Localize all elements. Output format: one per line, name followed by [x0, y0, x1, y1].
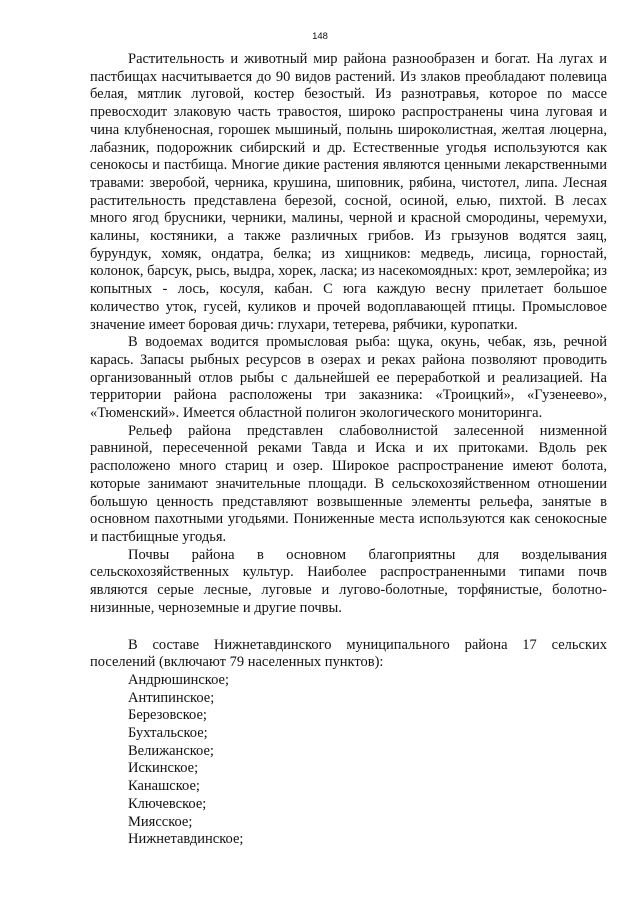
list-item: Миясское; — [128, 813, 193, 830]
list-item: Березовское; — [128, 707, 207, 724]
list-item: Нижнетавдинское; — [128, 831, 244, 848]
list-item: Ключевское; — [128, 795, 207, 812]
list-item: Бухтальское; — [128, 725, 208, 742]
paragraph-relief: Рельеф района представлен слабоволнистой залесенной низменной равниной, пересеченной реками Тавда и Иска и их притоками. Вдоль рек расположено много стариц и озер. Широкое распространение имеют болота, которые занимают значительные площади. В сельскохозяйственном отношении большую ценность представляют возвышенные элементы рельефа, занятые в основном пахотными угодьями. Пониженные места используются как сенокосные и пастбищные угодья. — [90, 422, 607, 545]
list-item: Антипинское; — [128, 689, 215, 706]
list-item: Андрюшинское; — [128, 671, 230, 688]
paragraph-flora-fauna: Растительность и животный мир района разнообразен и богат. На лугах и пастбищах насчитывается до 90 видов растений. Из злаков преобладают полевица белая, мятлик луговой, костер безостый. Из разнотравья, которое по массе превосходит злаковую часть травостоя, широко распространены чина луговая и чина клубненосная, горошек мышиный, полынь широколистная, желтая люцерна, лабазник, подорожник сибирский и др. Естественные угодья используются как сенокосы и пастбища. Многие дикие растения являются ценными лекарственными травами: зверобой, черника, крушина, шиповник, рябина, чистотел, липа. Лесная растительность представлена березой, сосной, осиной, елью, пихтой. В лесах много ягод брусники, черники, малины, черной и красной смородины, черемухи, калины, костяники, а также различных грибов. Из грызунов водятся заяц, бурундук, хомяк, ондатра, белка; из хищников: медведь, лисица, горностай, колонок, барсук, рысь, выдра, хорек, ласка; из насекомоядных: крот, землеройка; из копытных - лось, косуля, кабан. С юга каждую весну прилетает большое количество уток, гусей, куликов и прочей водоплавающей птицы. Промысловое значение имеет боровая дичь: глухари, тетерева, рябчики, куропатки. — [90, 51, 607, 333]
paragraph-soils: Почвы района в основном благоприятны для возделывания сельскохозяйственных культур. Наиболее распространенными типами почв являются серые лесные, луговые и лугово-болотные, торфянистые, болотно-низинные, черноземные и другие почвы. — [90, 546, 607, 616]
settlements-list — [90, 672, 607, 849]
list-item: Искинское; — [128, 760, 199, 777]
document-body — [90, 51, 607, 849]
page-number: 148 — [312, 31, 328, 42]
paragraph-fish-resources: В водоемах водится промысловая рыба: щука, окунь, чебак, язь, речной карась. Запасы рыбных ресурсов в озерах и реках района позволяют проводить организованный отлов рыбы с дальнейшей ее переработкой и реализацией. На территории района расположены три заказника: «Троицкий», «Гузенеево», «Тюменский». Имеется областной полигон экологического мониторинга. — [90, 334, 607, 422]
list-item: Канашское; — [128, 778, 200, 795]
paragraph-settlements-intro: В составе Нижнетавдинского муниципального района 17 сельских поселений (включают 79 населенных пунктов): — [90, 636, 607, 671]
list-item: Велижанское; — [128, 742, 214, 759]
